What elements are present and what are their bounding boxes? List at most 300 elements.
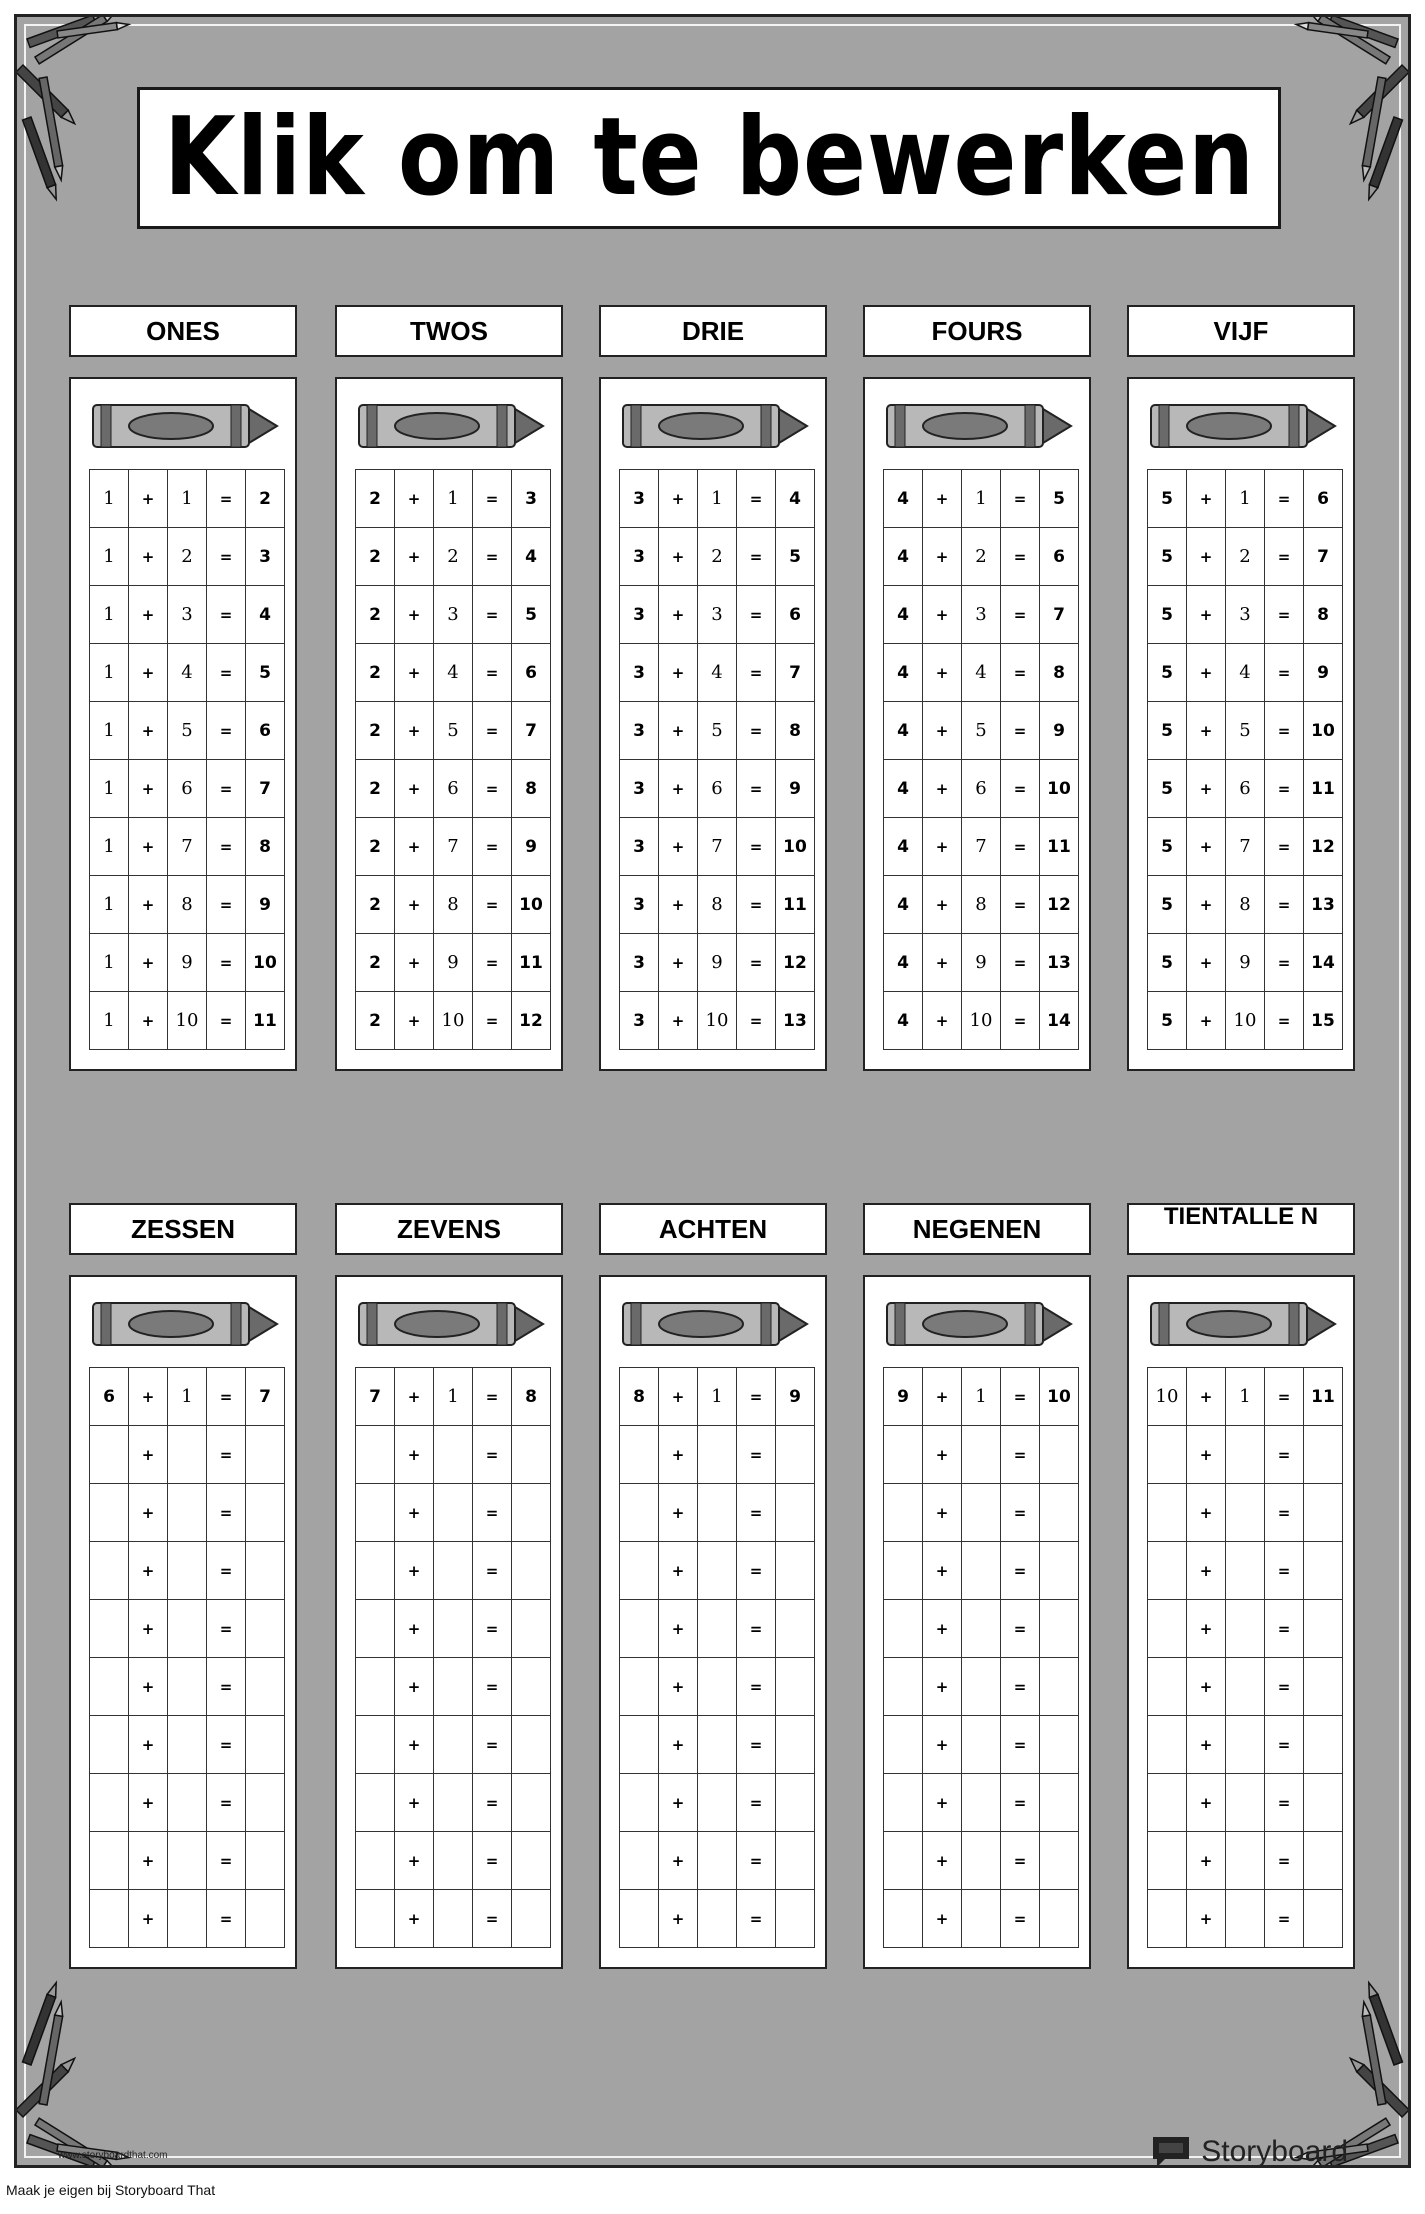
number-cell[interactable]: 3	[962, 586, 1001, 644]
number-cell[interactable]: 9	[1226, 934, 1265, 992]
number-cell[interactable]	[698, 1542, 737, 1600]
number-cell[interactable]: 1	[90, 528, 129, 586]
number-cell[interactable]	[698, 1832, 737, 1890]
number-cell[interactable]: 2	[356, 934, 395, 992]
number-cell[interactable]: 9	[434, 934, 473, 992]
number-cell[interactable]	[962, 1426, 1001, 1484]
number-cell[interactable]	[512, 1484, 551, 1542]
number-cell[interactable]: 6	[90, 1368, 129, 1426]
number-cell[interactable]: 5	[1148, 470, 1187, 528]
number-cell[interactable]: 4	[698, 644, 737, 702]
column-label[interactable]: DRIE	[599, 305, 827, 357]
number-cell[interactable]: 12	[1304, 818, 1343, 876]
number-cell[interactable]: 7	[512, 702, 551, 760]
number-cell[interactable]: 3	[620, 644, 659, 702]
number-cell[interactable]	[776, 1484, 815, 1542]
number-cell[interactable]: 1	[90, 934, 129, 992]
number-cell[interactable]	[434, 1484, 473, 1542]
number-cell[interactable]: 5	[1226, 702, 1265, 760]
number-cell[interactable]	[1226, 1832, 1265, 1890]
number-cell[interactable]	[962, 1774, 1001, 1832]
number-cell[interactable]	[356, 1774, 395, 1832]
number-cell[interactable]	[434, 1426, 473, 1484]
number-cell[interactable]: 3	[246, 528, 285, 586]
number-cell[interactable]: 10	[1040, 1368, 1079, 1426]
number-cell[interactable]: 8	[1304, 586, 1343, 644]
number-cell[interactable]	[90, 1774, 129, 1832]
number-cell[interactable]: 3	[620, 528, 659, 586]
number-cell[interactable]: 1	[1226, 470, 1265, 528]
number-cell[interactable]	[246, 1600, 285, 1658]
number-cell[interactable]: 2	[356, 818, 395, 876]
number-cell[interactable]: 2	[168, 528, 207, 586]
number-cell[interactable]: 11	[1304, 1368, 1343, 1426]
number-cell[interactable]	[434, 1890, 473, 1948]
number-cell[interactable]	[1226, 1426, 1265, 1484]
number-cell[interactable]: 8	[512, 1368, 551, 1426]
number-cell[interactable]	[1304, 1832, 1343, 1890]
number-cell[interactable]	[1304, 1716, 1343, 1774]
number-cell[interactable]: 5	[698, 702, 737, 760]
number-cell[interactable]: 7	[246, 760, 285, 818]
number-cell[interactable]	[620, 1600, 659, 1658]
number-cell[interactable]: 12	[1040, 876, 1079, 934]
number-cell[interactable]: 6	[962, 760, 1001, 818]
number-cell[interactable]	[1148, 1542, 1187, 1600]
number-cell[interactable]: 3	[620, 586, 659, 644]
number-cell[interactable]: 9	[512, 818, 551, 876]
number-cell[interactable]	[90, 1832, 129, 1890]
number-cell[interactable]	[246, 1426, 285, 1484]
number-cell[interactable]: 2	[356, 760, 395, 818]
number-cell[interactable]	[512, 1426, 551, 1484]
title-box[interactable]	[137, 87, 1281, 229]
number-cell[interactable]	[356, 1542, 395, 1600]
number-cell[interactable]: 2	[356, 470, 395, 528]
source-url[interactable]: www.storyboardthat.com	[58, 2150, 168, 2161]
number-cell[interactable]	[1040, 1716, 1079, 1774]
number-cell[interactable]	[1040, 1658, 1079, 1716]
number-cell[interactable]	[512, 1716, 551, 1774]
number-cell[interactable]	[884, 1426, 923, 1484]
number-cell[interactable]	[698, 1890, 737, 1948]
number-cell[interactable]: 13	[1304, 876, 1343, 934]
number-cell[interactable]	[246, 1542, 285, 1600]
number-cell[interactable]	[168, 1774, 207, 1832]
number-cell[interactable]	[1148, 1600, 1187, 1658]
number-cell[interactable]	[698, 1484, 737, 1542]
number-cell[interactable]: 3	[698, 586, 737, 644]
number-cell[interactable]	[962, 1600, 1001, 1658]
number-cell[interactable]: 8	[434, 876, 473, 934]
number-cell[interactable]: 14	[1040, 992, 1079, 1050]
number-cell[interactable]: 5	[1148, 702, 1187, 760]
number-cell[interactable]	[776, 1832, 815, 1890]
number-cell[interactable]: 5	[1148, 818, 1187, 876]
number-cell[interactable]	[434, 1774, 473, 1832]
number-cell[interactable]: 7	[1304, 528, 1343, 586]
number-cell[interactable]: 10	[1040, 760, 1079, 818]
number-cell[interactable]: 8	[246, 818, 285, 876]
column-label[interactable]: FOURS	[863, 305, 1091, 357]
number-cell[interactable]: 6	[246, 702, 285, 760]
number-cell[interactable]: 4	[884, 528, 923, 586]
number-cell[interactable]: 3	[512, 470, 551, 528]
number-cell[interactable]	[620, 1774, 659, 1832]
number-cell[interactable]: 7	[434, 818, 473, 876]
number-cell[interactable]	[356, 1890, 395, 1948]
number-cell[interactable]: 6	[698, 760, 737, 818]
number-cell[interactable]	[884, 1716, 923, 1774]
number-cell[interactable]	[512, 1774, 551, 1832]
number-cell[interactable]: 4	[512, 528, 551, 586]
number-cell[interactable]	[698, 1426, 737, 1484]
number-cell[interactable]: 2	[962, 528, 1001, 586]
number-cell[interactable]	[884, 1832, 923, 1890]
number-cell[interactable]: 4	[246, 586, 285, 644]
number-cell[interactable]	[620, 1426, 659, 1484]
number-cell[interactable]: 2	[356, 992, 395, 1050]
number-cell[interactable]	[356, 1832, 395, 1890]
number-cell[interactable]: 8	[168, 876, 207, 934]
number-cell[interactable]	[620, 1832, 659, 1890]
number-cell[interactable]: 1	[168, 1368, 207, 1426]
number-cell[interactable]: 2	[356, 528, 395, 586]
number-cell[interactable]	[884, 1890, 923, 1948]
number-cell[interactable]: 4	[884, 760, 923, 818]
number-cell[interactable]: 5	[1148, 528, 1187, 586]
number-cell[interactable]	[884, 1600, 923, 1658]
number-cell[interactable]: 6	[1226, 760, 1265, 818]
number-cell[interactable]	[1148, 1484, 1187, 1542]
number-cell[interactable]: 5	[1148, 760, 1187, 818]
column-label[interactable]: TIENTALLE N	[1127, 1203, 1355, 1255]
number-cell[interactable]: 4	[884, 992, 923, 1050]
number-cell[interactable]	[512, 1600, 551, 1658]
number-cell[interactable]	[1040, 1484, 1079, 1542]
number-cell[interactable]	[434, 1600, 473, 1658]
number-cell[interactable]	[1226, 1484, 1265, 1542]
number-cell[interactable]: 1	[1226, 1368, 1265, 1426]
number-cell[interactable]	[884, 1484, 923, 1542]
number-cell[interactable]: 10	[434, 992, 473, 1050]
number-cell[interactable]: 1	[90, 470, 129, 528]
number-cell[interactable]: 6	[1040, 528, 1079, 586]
number-cell[interactable]: 2	[356, 702, 395, 760]
number-cell[interactable]	[962, 1890, 1001, 1948]
number-cell[interactable]	[1304, 1600, 1343, 1658]
number-cell[interactable]: 3	[434, 586, 473, 644]
number-cell[interactable]: 11	[1304, 760, 1343, 818]
number-cell[interactable]	[1226, 1600, 1265, 1658]
number-cell[interactable]: 2	[356, 586, 395, 644]
number-cell[interactable]	[1226, 1542, 1265, 1600]
number-cell[interactable]: 8	[698, 876, 737, 934]
number-cell[interactable]: 13	[1040, 934, 1079, 992]
number-cell[interactable]	[356, 1426, 395, 1484]
number-cell[interactable]	[1040, 1600, 1079, 1658]
number-cell[interactable]: 5	[1040, 470, 1079, 528]
number-cell[interactable]: 5	[1148, 644, 1187, 702]
number-cell[interactable]	[1304, 1426, 1343, 1484]
number-cell[interactable]: 1	[962, 1368, 1001, 1426]
number-cell[interactable]: 6	[434, 760, 473, 818]
number-cell[interactable]: 2	[246, 470, 285, 528]
number-cell[interactable]	[776, 1774, 815, 1832]
number-cell[interactable]	[246, 1716, 285, 1774]
number-cell[interactable]	[620, 1542, 659, 1600]
number-cell[interactable]: 1	[90, 702, 129, 760]
number-cell[interactable]: 3	[620, 470, 659, 528]
number-cell[interactable]: 10	[962, 992, 1001, 1050]
number-cell[interactable]	[90, 1542, 129, 1600]
number-cell[interactable]: 9	[246, 876, 285, 934]
number-cell[interactable]: 5	[1148, 934, 1187, 992]
number-cell[interactable]	[1304, 1484, 1343, 1542]
number-cell[interactable]	[434, 1658, 473, 1716]
number-cell[interactable]: 1	[168, 470, 207, 528]
number-cell[interactable]: 11	[776, 876, 815, 934]
number-cell[interactable]: 9	[168, 934, 207, 992]
number-cell[interactable]: 5	[776, 528, 815, 586]
number-cell[interactable]: 7	[246, 1368, 285, 1426]
number-cell[interactable]: 7	[1226, 818, 1265, 876]
number-cell[interactable]	[698, 1716, 737, 1774]
number-cell[interactable]: 4	[434, 644, 473, 702]
number-cell[interactable]	[1148, 1716, 1187, 1774]
number-cell[interactable]: 12	[512, 992, 551, 1050]
number-cell[interactable]: 10	[512, 876, 551, 934]
number-cell[interactable]	[962, 1658, 1001, 1716]
number-cell[interactable]: 9	[776, 1368, 815, 1426]
number-cell[interactable]: 3	[1226, 586, 1265, 644]
number-cell[interactable]	[168, 1890, 207, 1948]
number-cell[interactable]: 8	[776, 702, 815, 760]
number-cell[interactable]: 2	[356, 644, 395, 702]
number-cell[interactable]	[434, 1542, 473, 1600]
number-cell[interactable]	[90, 1716, 129, 1774]
number-cell[interactable]: 4	[884, 470, 923, 528]
number-cell[interactable]: 1	[962, 470, 1001, 528]
number-cell[interactable]	[884, 1774, 923, 1832]
number-cell[interactable]: 10	[168, 992, 207, 1050]
column-label[interactable]: ONES	[69, 305, 297, 357]
number-cell[interactable]: 15	[1304, 992, 1343, 1050]
number-cell[interactable]: 1	[90, 818, 129, 876]
number-cell[interactable]	[776, 1600, 815, 1658]
number-cell[interactable]: 9	[1040, 702, 1079, 760]
number-cell[interactable]	[246, 1774, 285, 1832]
number-cell[interactable]	[1040, 1426, 1079, 1484]
number-cell[interactable]: 4	[884, 934, 923, 992]
number-cell[interactable]: 2	[434, 528, 473, 586]
number-cell[interactable]: 3	[620, 934, 659, 992]
number-cell[interactable]: 1	[90, 586, 129, 644]
number-cell[interactable]	[776, 1890, 815, 1948]
number-cell[interactable]: 5	[1148, 876, 1187, 934]
number-cell[interactable]	[698, 1600, 737, 1658]
number-cell[interactable]	[434, 1716, 473, 1774]
number-cell[interactable]: 4	[1226, 644, 1265, 702]
column-label[interactable]: NEGENEN	[863, 1203, 1091, 1255]
number-cell[interactable]: 4	[884, 702, 923, 760]
number-cell[interactable]: 1	[698, 1368, 737, 1426]
number-cell[interactable]: 10	[246, 934, 285, 992]
number-cell[interactable]: 10	[1226, 992, 1265, 1050]
column-label[interactable]: ZEVENS	[335, 1203, 563, 1255]
number-cell[interactable]: 2	[356, 876, 395, 934]
number-cell[interactable]: 10	[1304, 702, 1343, 760]
number-cell[interactable]: 10	[698, 992, 737, 1050]
number-cell[interactable]	[168, 1716, 207, 1774]
number-cell[interactable]	[1148, 1890, 1187, 1948]
number-cell[interactable]	[90, 1426, 129, 1484]
number-cell[interactable]	[962, 1832, 1001, 1890]
number-cell[interactable]	[962, 1484, 1001, 1542]
number-cell[interactable]: 4	[962, 644, 1001, 702]
number-cell[interactable]: 1	[90, 876, 129, 934]
number-cell[interactable]	[168, 1484, 207, 1542]
number-cell[interactable]	[1304, 1542, 1343, 1600]
number-cell[interactable]: 4	[884, 818, 923, 876]
number-cell[interactable]	[512, 1832, 551, 1890]
number-cell[interactable]: 5	[1148, 586, 1187, 644]
number-cell[interactable]: 13	[776, 992, 815, 1050]
number-cell[interactable]: 7	[1040, 586, 1079, 644]
column-label[interactable]: TWOS	[335, 305, 563, 357]
number-cell[interactable]	[962, 1542, 1001, 1600]
number-cell[interactable]: 4	[884, 644, 923, 702]
number-cell[interactable]	[1040, 1832, 1079, 1890]
number-cell[interactable]	[1226, 1658, 1265, 1716]
number-cell[interactable]	[1148, 1658, 1187, 1716]
number-cell[interactable]: 10	[1148, 1368, 1187, 1426]
number-cell[interactable]: 6	[168, 760, 207, 818]
number-cell[interactable]	[884, 1658, 923, 1716]
number-cell[interactable]: 6	[512, 644, 551, 702]
number-cell[interactable]	[1148, 1774, 1187, 1832]
number-cell[interactable]	[620, 1716, 659, 1774]
number-cell[interactable]	[1304, 1774, 1343, 1832]
number-cell[interactable]	[512, 1542, 551, 1600]
number-cell[interactable]	[620, 1658, 659, 1716]
number-cell[interactable]: 1	[434, 470, 473, 528]
number-cell[interactable]: 7	[776, 644, 815, 702]
number-cell[interactable]	[1226, 1774, 1265, 1832]
number-cell[interactable]	[1226, 1716, 1265, 1774]
number-cell[interactable]: 3	[620, 992, 659, 1050]
number-cell[interactable]: 4	[776, 470, 815, 528]
number-cell[interactable]	[1148, 1426, 1187, 1484]
number-cell[interactable]: 2	[698, 528, 737, 586]
number-cell[interactable]	[356, 1600, 395, 1658]
number-cell[interactable]: 7	[168, 818, 207, 876]
number-cell[interactable]	[246, 1832, 285, 1890]
number-cell[interactable]: 9	[776, 760, 815, 818]
number-cell[interactable]: 5	[512, 586, 551, 644]
number-cell[interactable]	[1040, 1542, 1079, 1600]
number-cell[interactable]: 8	[1040, 644, 1079, 702]
number-cell[interactable]: 4	[884, 876, 923, 934]
number-cell[interactable]: 8	[1226, 876, 1265, 934]
number-cell[interactable]: 9	[884, 1368, 923, 1426]
number-cell[interactable]: 5	[434, 702, 473, 760]
number-cell[interactable]: 3	[168, 586, 207, 644]
number-cell[interactable]	[776, 1426, 815, 1484]
number-cell[interactable]: 6	[776, 586, 815, 644]
number-cell[interactable]: 2	[1226, 528, 1265, 586]
number-cell[interactable]: 6	[1304, 470, 1343, 528]
number-cell[interactable]	[168, 1542, 207, 1600]
column-label[interactable]: VIJF	[1127, 305, 1355, 357]
number-cell[interactable]	[90, 1658, 129, 1716]
number-cell[interactable]: 10	[776, 818, 815, 876]
number-cell[interactable]	[356, 1716, 395, 1774]
number-cell[interactable]: 3	[620, 818, 659, 876]
number-cell[interactable]: 8	[962, 876, 1001, 934]
number-cell[interactable]: 5	[168, 702, 207, 760]
number-cell[interactable]: 1	[90, 992, 129, 1050]
number-cell[interactable]	[1304, 1890, 1343, 1948]
number-cell[interactable]	[246, 1890, 285, 1948]
number-cell[interactable]	[90, 1600, 129, 1658]
number-cell[interactable]	[246, 1658, 285, 1716]
number-cell[interactable]	[434, 1832, 473, 1890]
number-cell[interactable]: 11	[512, 934, 551, 992]
number-cell[interactable]: 11	[1040, 818, 1079, 876]
number-cell[interactable]: 9	[962, 934, 1001, 992]
number-cell[interactable]: 7	[698, 818, 737, 876]
number-cell[interactable]: 1	[90, 760, 129, 818]
number-cell[interactable]	[620, 1484, 659, 1542]
number-cell[interactable]	[884, 1542, 923, 1600]
number-cell[interactable]: 12	[776, 934, 815, 992]
storyboard-logo[interactable]	[1149, 2135, 1348, 2169]
number-cell[interactable]	[698, 1658, 737, 1716]
number-cell[interactable]: 5	[1148, 992, 1187, 1050]
number-cell[interactable]	[168, 1658, 207, 1716]
number-cell[interactable]: 3	[620, 876, 659, 934]
number-cell[interactable]	[246, 1484, 285, 1542]
number-cell[interactable]: 8	[620, 1368, 659, 1426]
number-cell[interactable]	[776, 1542, 815, 1600]
number-cell[interactable]	[168, 1600, 207, 1658]
number-cell[interactable]: 5	[962, 702, 1001, 760]
number-cell[interactable]: 3	[620, 702, 659, 760]
number-cell[interactable]: 11	[246, 992, 285, 1050]
number-cell[interactable]	[512, 1658, 551, 1716]
number-cell[interactable]	[1148, 1832, 1187, 1890]
footer-credit[interactable]: Maak je eigen bij Storyboard That	[6, 2182, 216, 2198]
number-cell[interactable]: 8	[512, 760, 551, 818]
number-cell[interactable]: 9	[698, 934, 737, 992]
number-cell[interactable]: 9	[1304, 644, 1343, 702]
number-cell[interactable]	[620, 1890, 659, 1948]
number-cell[interactable]	[776, 1658, 815, 1716]
number-cell[interactable]	[356, 1484, 395, 1542]
number-cell[interactable]	[698, 1774, 737, 1832]
number-cell[interactable]	[1040, 1890, 1079, 1948]
number-cell[interactable]	[512, 1890, 551, 1948]
number-cell[interactable]	[776, 1716, 815, 1774]
column-label[interactable]: ZESSEN	[69, 1203, 297, 1255]
column-label[interactable]: ACHTEN	[599, 1203, 827, 1255]
number-cell[interactable]: 7	[356, 1368, 395, 1426]
number-cell[interactable]: 1	[434, 1368, 473, 1426]
number-cell[interactable]	[168, 1426, 207, 1484]
number-cell[interactable]	[1304, 1658, 1343, 1716]
number-cell[interactable]	[1040, 1774, 1079, 1832]
